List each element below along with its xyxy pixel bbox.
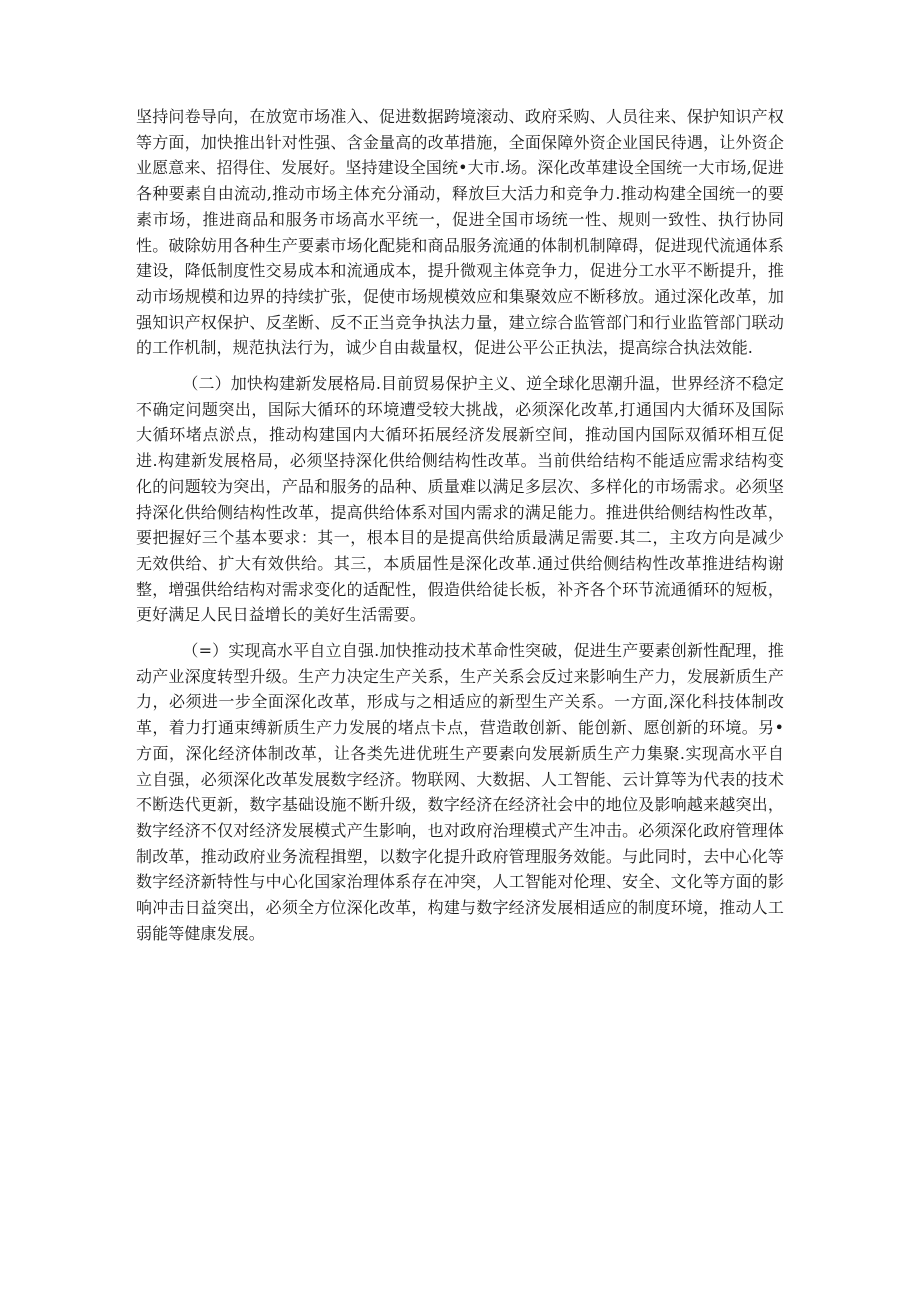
paragraph-new-development-pattern: （二）加快构建新发展格局.目前贸易保护主义、逆全球化思潮升温，世界经济不稳定不确定问题突出，国际大循环的环境遭受较大挑战，必须深化改革,打通国内大循环及国际大循环堵点淤点，推动构建国内大循环拓展经济发展新空间，推动国内国际双循环相互促进.构建新发展格局，必须坚持深化供给侧结构性改革。当前供给结构不能适应需求结构变化的问题较为突出，产品和服务的品种、质量难以满足多层次、多样化的市场需求。必须坚持深化供给侧结构性改革，提高供给体系对国内需求的满足能力。推进供给侧结构性改革，要把握好三个基本要求：其一，根本目的是提高供给质最满足需要.其二，主攻方向是减少无效供给、扩大有效供给。其三，本质届性是深化改革.通过供给侧结构性改革推进结构谢整，增强供给结构对需求变化的适配性，假造供给徒长板，补齐各个环节流通循环的短板，更好满足人民日益增长的美好生活需要。 — [136, 374, 784, 625]
document-body — [136, 104, 784, 947]
paragraph-self-reliance: （=）实现高水平自立自强.加快推动技术革命性突破，促进生产要素创新性配理，推动产业深度转型升级。生产力决定生产关系，生产关系会反过来影响生产力，发展新质生产力，必须进一步全面深化改革，形成与之相适应的新型生产关系。一方面,深化科技体制改革，着力打通束缚新质生产力发展的堵点卡点，营造敢创新、能创新、愿创新的环境。另•方面，深化经济体制改革，让各类先进优班生产要素向发展新质生产力集聚.实现高水平自立自强，必须深化改革发展数字经济。物联网、大数据、人工智能、云计算等为代表的技术不断迭代更新，数字基础设施不断升级，数字经济在经济社会中的地位及影响越来越突出，数字经济不仅对经济发展模式产生影响，也对政府治理模式产生冲击。必须深化政府管理体制改革，推动政府业务流程揖塑，以数字化提升政府管理服务效能。与此同时，去中心化等数字经济新特性与中心化国家治理体系存在冲突，人工智能对伦理、安全、文化等方面的影响冲击日益突出，必须全方位深化改革，构建与数字经济发展相适应的制度环境，推动人工弱能等健康发展。 — [136, 641, 784, 943]
paragraph-open-market: 坚持问卷导向，在放宽市场准入、促进数据跨境滚动、政府采购、人员往来、保护知识产权等方面，加快推出针对性强、含金量高的改革措施，全面保障外资企业国民待遇，让外资企业愿意来、招得住、发展好。坚持建设全国统•大市.场。深化改革建设全国统一大市场,促进各种要素自由流动,推动市场主体充分涌动，释放巨大活力和竞争力.推动构建全国统一的要素市场，推进商品和服务市场高水平统一，促进全国市场统一性、规则一致性、执行协同性。破除妨用各种生产要素市场化配毙和商品服务流通的体制机制障碍，促进现代流通体系建设，降低制度性交易成本和流通成本，提升微观主体竞争力，促进分工水平不断提升，推动市场规模和边界的持续扩张，促使市场规模效应和集聚效应不断移放。通过深化改革，加强知识产权保护、反垄断、反不正当竞争执法力量，建立综合监管部门和行业监管部门联动的工作机制，规范执法行为，诚少自由裁量权，促进公平公正执法，提高综合执法效能. — [136, 107, 784, 358]
